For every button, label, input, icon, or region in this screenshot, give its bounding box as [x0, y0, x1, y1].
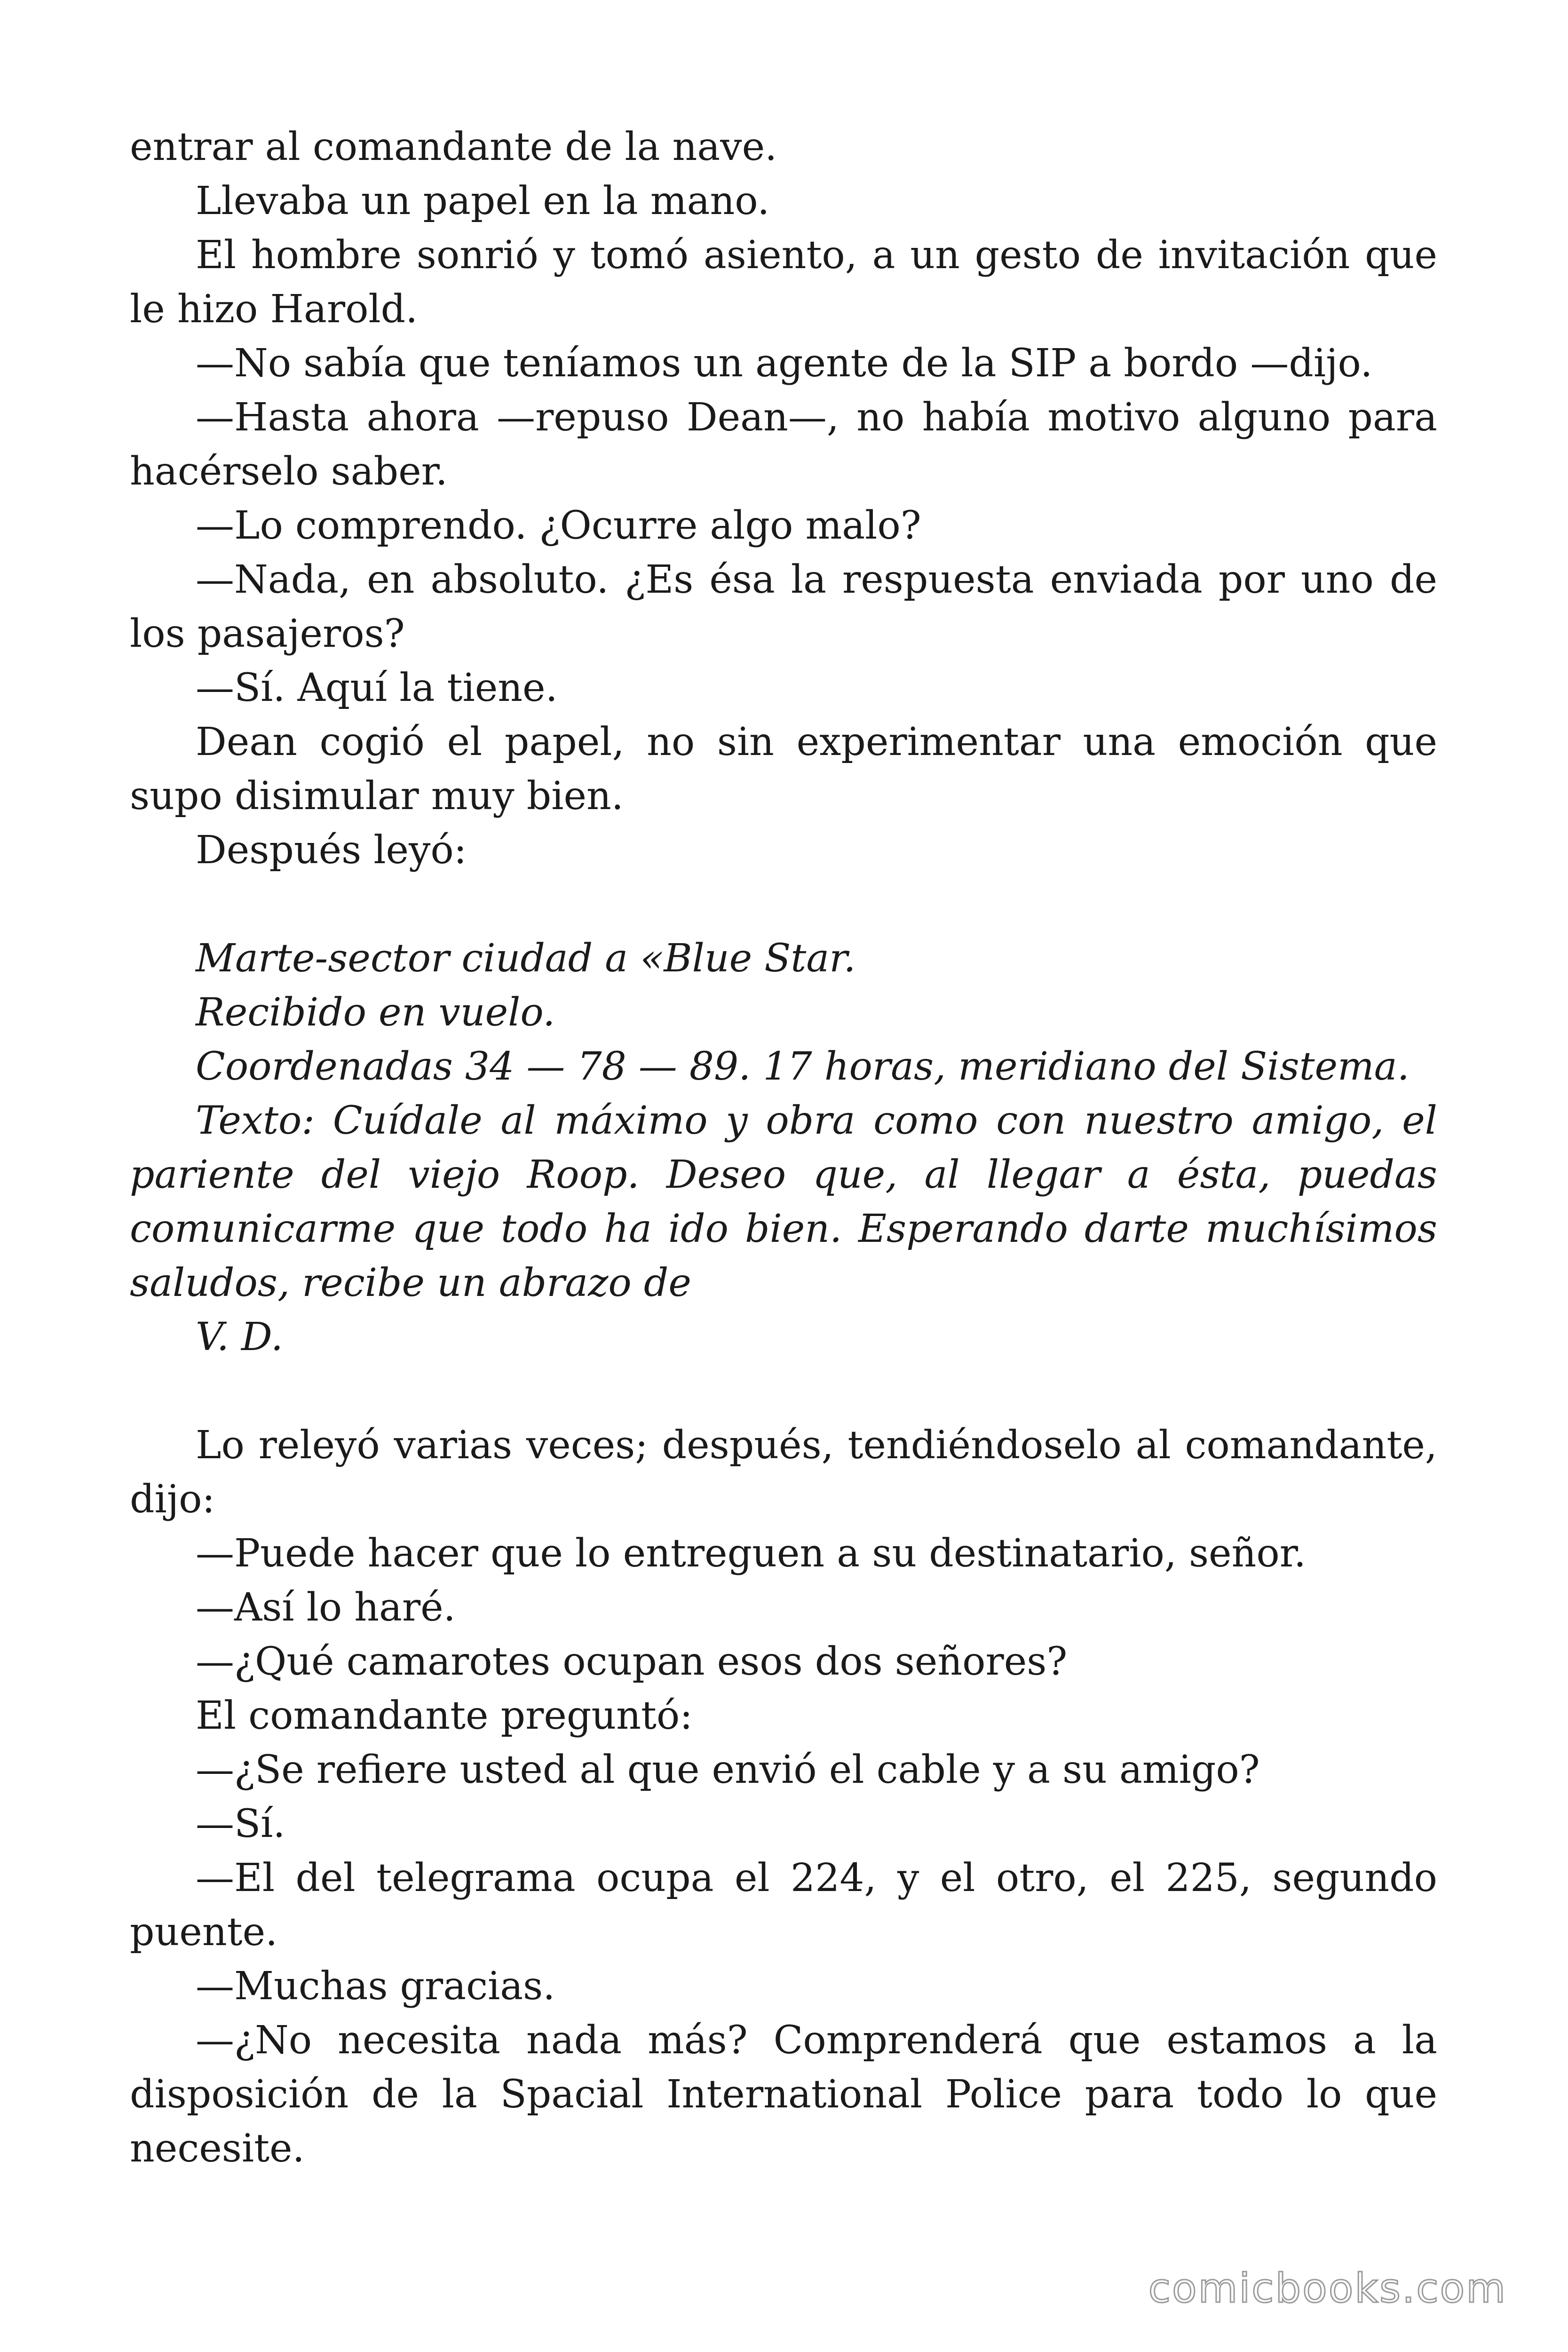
paragraph: —¿Qué camarotes ocupan esos dos señores?: [196, 1639, 1068, 1684]
paragraph: —Así lo haré.: [196, 1585, 456, 1630]
paragraph: —Sí.: [196, 1802, 285, 1846]
section-spacer: [130, 1364, 1437, 1418]
paragraph: —¿No necesita nada más? Comprenderá que estamos a la disposición de la Spacial International Police para todo lo que necesite.: [130, 2018, 1437, 2171]
paragraph: —Lo comprendo. ¿Ocurre algo malo?: [196, 503, 921, 548]
paragraph: —Hasta ahora —repuso Dean—, no había motivo alguno para hacérselo saber.: [130, 395, 1437, 494]
telegram-line: Coordenadas 34 — 78 — 89. 17 horas, meridiano del Sistema.: [196, 1044, 1410, 1089]
paragraph: —Nada, en absoluto. ¿Es ésa la respuesta enviada por uno de los pasajeros?: [130, 557, 1437, 656]
telegram-line: Marte-sector ciudad a «Blue Star.: [196, 936, 856, 981]
telegram-line: Texto: Cuídale al máximo y obra como con nuestro amigo, el pariente del viejo Roop. Deseo que, al llegar a ésta, puedas comunicarme que todo ha ido bien. Esperando darte muchísimos saludos, recibe un abrazo de: [130, 1098, 1437, 1305]
page-text: [130, 120, 1437, 2176]
paragraph: —El del telegrama ocupa el 224, y el otro, el 225, segundo puente.: [130, 1856, 1437, 1955]
paragraph: —No sabía que teníamos un agente de la SIP a bordo —dijo.: [196, 341, 1373, 386]
paragraph: El comandante preguntó:: [196, 1693, 693, 1738]
paragraph: entrar al comandante de la nave.: [130, 125, 777, 169]
paragraph: —Muchas gracias.: [196, 1964, 555, 2009]
telegram-signature: V. D.: [196, 1315, 283, 1359]
paragraph: Dean cogió el papel, no sin experimentar una emoción que supo disimular muy bien.: [130, 720, 1437, 818]
paragraph: Después leyó:: [196, 828, 467, 873]
paragraph: —Sí. Aquí la tiene.: [196, 666, 558, 710]
paragraph: El hombre sonrió y tomó asiento, a un gesto de invitación que le hizo Harold.: [130, 233, 1437, 332]
paragraph: —¿Se refiere usted al que envió el cable y a su amigo?: [196, 1748, 1260, 1792]
paragraph: Llevaba un papel en la mano.: [196, 179, 770, 223]
section-spacer: [130, 877, 1437, 931]
watermark: comicbooks.com: [1148, 2265, 1507, 2312]
telegram-text: [130, 931, 1437, 1364]
paragraph: —Puede hacer que lo entreguen a su destinatario, señor.: [196, 1531, 1306, 1576]
paragraph: Lo releyó varias veces; después, tendiéndoselo al comandante, dijo:: [130, 1423, 1437, 1522]
telegram-line: Recibido en vuelo.: [196, 990, 555, 1035]
